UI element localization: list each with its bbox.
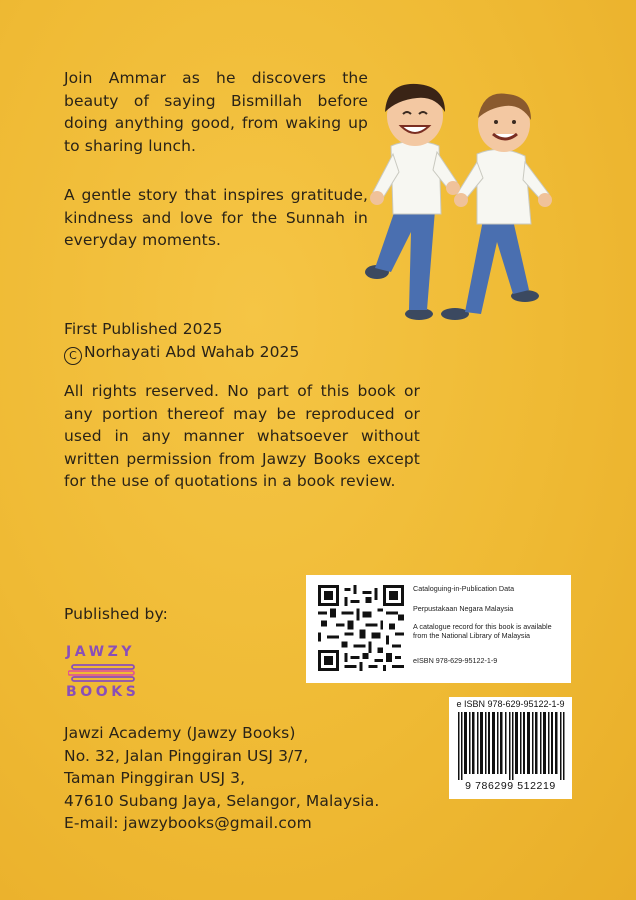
publication-info (64, 318, 299, 365)
cip-data-box (306, 575, 571, 683)
publisher-address (64, 722, 379, 835)
boy-right-figure (441, 94, 552, 321)
cip-library: Perpustakaan Negara Malaysia (413, 604, 514, 613)
first-published: First Published 2025 (64, 320, 223, 338)
blurb-paragraph-1: Join Ammar as he discovers the beauty of saying Bismillah before doing anything good, from waking up to sharing lunch. (64, 69, 368, 155)
cip-eisbn: eISBN 978-629-95122-1-9 (413, 656, 498, 665)
email-line: E-mail: jawzybooks@gmail.com (64, 814, 312, 832)
address-line: Taman Pinggiran USJ 3, (64, 769, 246, 787)
copyright-icon: C (64, 347, 82, 365)
book-stack-icon (68, 664, 140, 682)
copyright-line (64, 341, 299, 365)
blurb-paragraph-2: A gentle story that inspires gratitude, kindness and love for the Sunnah in everyday moments. (64, 186, 368, 249)
logo-text-top: JAWZY (66, 644, 136, 660)
isbn-label: e ISBN 978-629-95122-1-9 (456, 699, 565, 709)
qr-code-icon (318, 585, 404, 671)
barcode-icon (456, 712, 566, 780)
barcode-digits: 9 786299 512219 (465, 780, 556, 792)
published-by-label: Published by: (64, 605, 168, 623)
rights-statement: All rights reserved. No part of this book or any portion thereof may be reproduced or used in any manner whatsoever without written permission from Jawzy Books except for the use of quotations in a book review. (64, 382, 420, 490)
address-line: 47610 Subang Jaya, Selangor, Malaysia. (64, 791, 380, 810)
barcode-box (449, 697, 572, 799)
boy-left-figure (365, 84, 460, 320)
logo-text-bottom: BOOKS (66, 684, 140, 700)
cip-note: A catalogue record for this book is available from the National Library of Malaysia (413, 622, 552, 640)
jawzy-books-logo (66, 644, 146, 702)
address-line: Jawzi Academy (Jawzy Books) (64, 724, 296, 742)
cip-title: Cataloguing-in-Publication Data (413, 584, 515, 593)
copyright-holder: Norhayati Abd Wahab 2025 (84, 342, 300, 361)
running-boys-illustration (365, 82, 580, 322)
address-line: No. 32, Jalan Pinggiran USJ 3/7, (64, 746, 309, 765)
